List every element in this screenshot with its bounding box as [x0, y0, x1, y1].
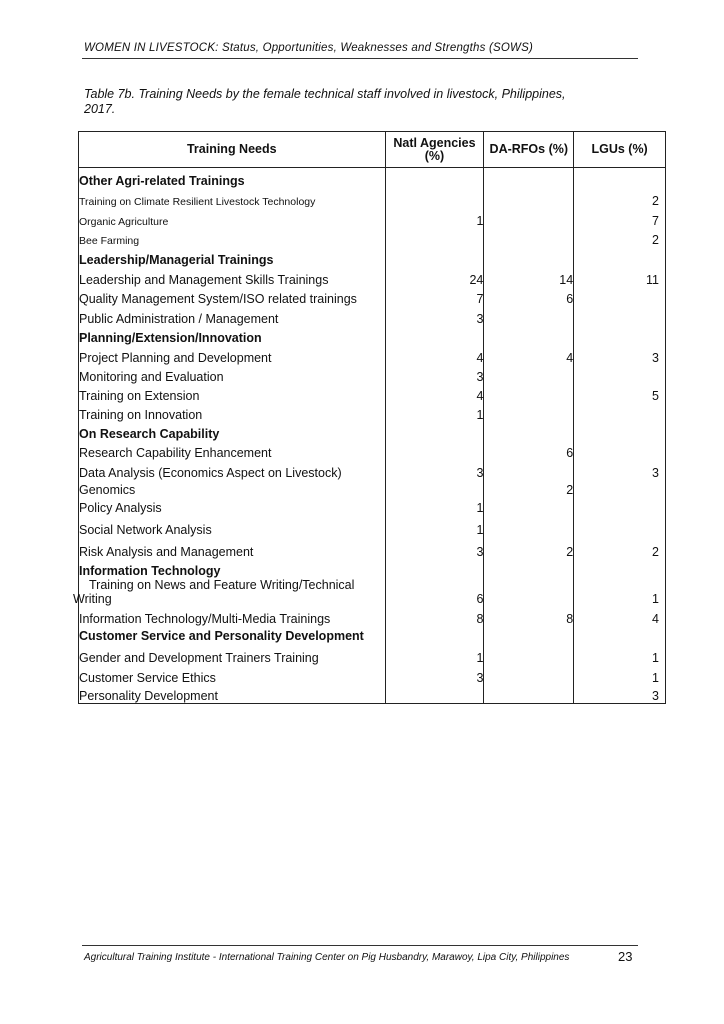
natl-agencies-value: 7	[385, 287, 484, 306]
training-needs-table	[73, 131, 666, 704]
lgus-value: 1	[574, 559, 666, 606]
natl-agencies-value: 24	[385, 267, 484, 287]
item-label: Social Network Analysis	[79, 515, 386, 537]
da-rfos-value	[484, 643, 574, 665]
table-row	[79, 497, 666, 515]
item-label: Monitoring and Evaluation	[79, 365, 386, 384]
da-rfos-value	[484, 403, 574, 422]
table-row	[79, 643, 666, 665]
item-label: Quality Management System/ISO related trainings	[79, 287, 386, 306]
lgus-value	[574, 306, 666, 326]
lgus-value: 7	[574, 208, 666, 228]
item-label: Organic Agriculture	[79, 208, 386, 228]
table-row	[79, 460, 666, 480]
da-rfos-value: 2	[484, 537, 574, 559]
footer-rule	[82, 945, 638, 946]
natl-agencies-value: 1	[385, 403, 484, 422]
lgus-value: 4	[574, 606, 666, 626]
item-label: Project Planning and Development	[79, 345, 386, 365]
column-header-da-rfos: DA-RFOs (%)	[484, 132, 574, 168]
running-footer: Agricultural Training Institute - International Training Center on Pig Husbandry, Marawoy, Lipa City, Philippines	[84, 952, 570, 963]
da-rfos-value	[484, 685, 574, 704]
lgus-value	[574, 441, 666, 460]
lgus-value	[574, 247, 666, 267]
lgus-value	[574, 365, 666, 384]
table-row	[79, 606, 666, 626]
item-label: Customer Service Ethics	[79, 665, 386, 685]
da-rfos-value	[484, 665, 574, 685]
table-row	[79, 326, 666, 345]
da-rfos-value	[484, 460, 574, 480]
item-label: Personality Development	[79, 685, 386, 704]
da-rfos-value	[484, 422, 574, 441]
item-label: Research Capability Enhancement	[79, 441, 386, 460]
category-label	[73, 559, 386, 606]
table-caption: Table 7b. Training Needs by the female technical staff involved in livestock, Philippines, 2017.	[84, 87, 566, 116]
natl-agencies-value: 1	[385, 208, 484, 228]
item-label: Training on Innovation	[79, 403, 386, 422]
item-label: Risk Analysis and Management	[79, 537, 386, 559]
lgus-value: 2	[574, 188, 666, 208]
item-label: Training on Climate Resilient Livestock Technology	[79, 188, 386, 208]
category-label: Customer Service and Personality Development	[79, 626, 386, 643]
column-header-natl-agencies: Natl Agencies (%)	[385, 132, 484, 168]
lgus-value: 1	[574, 665, 666, 685]
table-row	[79, 267, 666, 287]
natl-agencies-value	[385, 188, 484, 208]
da-rfos-value	[484, 168, 574, 188]
lgus-value: 3	[574, 460, 666, 480]
category-label-text: Information Technology	[79, 563, 221, 578]
item-label: Bee Farming	[79, 228, 386, 247]
lgus-value	[574, 422, 666, 441]
da-rfos-value	[484, 626, 574, 643]
table-row	[79, 537, 666, 559]
category-label: Other Agri-related Trainings	[79, 168, 386, 188]
lgus-value	[574, 515, 666, 537]
table-row	[79, 188, 666, 208]
natl-agencies-value	[385, 685, 484, 704]
table-row	[79, 208, 666, 228]
item-label: Data Analysis (Economics Aspect on Livestock)	[79, 460, 386, 480]
lgus-value: 2	[574, 228, 666, 247]
lgus-value	[574, 497, 666, 515]
category-label: On Research Capability	[79, 422, 386, 441]
lgus-value: 3	[574, 345, 666, 365]
item-label: Information Technology/Multi-Media Trainings	[79, 606, 386, 626]
lgus-value: 3	[574, 685, 666, 704]
table-row	[79, 384, 666, 403]
natl-agencies-value: 3	[385, 665, 484, 685]
natl-agencies-value: 6	[385, 559, 484, 606]
table-row	[79, 441, 666, 460]
natl-agencies-value: 3	[385, 306, 484, 326]
lgus-value	[574, 326, 666, 345]
table-header-row	[79, 132, 666, 168]
category-label: Planning/Extension/Innovation	[79, 326, 386, 345]
da-rfos-value: 2	[484, 480, 574, 497]
table-row	[79, 345, 666, 365]
da-rfos-value: 8	[484, 606, 574, 626]
item-label-continued: Writing	[73, 591, 112, 606]
table-row	[79, 480, 666, 497]
da-rfos-value	[484, 247, 574, 267]
category-label: Leadership/Managerial Trainings	[79, 247, 386, 267]
header-rule	[82, 58, 638, 59]
natl-agencies-value	[385, 228, 484, 247]
table-row	[79, 422, 666, 441]
lgus-value	[574, 287, 666, 306]
da-rfos-value	[484, 228, 574, 247]
natl-agencies-value: 1	[385, 497, 484, 515]
natl-agencies-value: 3	[385, 460, 484, 480]
lgus-value: 2	[574, 537, 666, 559]
da-rfos-value	[484, 306, 574, 326]
table-row	[79, 365, 666, 384]
table-row	[79, 287, 666, 306]
natl-agencies-value	[385, 247, 484, 267]
da-rfos-value	[484, 326, 574, 345]
page-number: 23	[618, 949, 633, 964]
natl-agencies-value	[385, 422, 484, 441]
table-row	[79, 403, 666, 422]
da-rfos-value: 6	[484, 287, 574, 306]
lgus-value	[574, 168, 666, 188]
table-row	[79, 665, 666, 685]
natl-agencies-value: 8	[385, 606, 484, 626]
natl-agencies-value: 3	[385, 365, 484, 384]
column-header-training-needs: Training Needs	[79, 132, 386, 168]
da-rfos-value: 4	[484, 345, 574, 365]
table-body	[73, 168, 666, 704]
natl-agencies-value: 4	[385, 345, 484, 365]
da-rfos-value	[484, 365, 574, 384]
table-row	[79, 559, 666, 606]
lgus-value: 5	[574, 384, 666, 403]
lgus-value: 11	[574, 267, 666, 287]
table-row	[79, 247, 666, 267]
natl-agencies-value	[385, 626, 484, 643]
natl-agencies-value: 1	[385, 643, 484, 665]
running-header: WOMEN IN LIVESTOCK: Status, Opportunities, Weaknesses and Strengths (SOWS)	[84, 42, 533, 54]
item-label: Leadership and Management Skills Trainings	[79, 267, 386, 287]
item-label: Genomics	[79, 480, 386, 497]
da-rfos-value	[484, 208, 574, 228]
table-row	[79, 168, 666, 188]
da-rfos-value: 14	[484, 267, 574, 287]
da-rfos-value	[484, 515, 574, 537]
lgus-value	[574, 480, 666, 497]
natl-agencies-value	[385, 441, 484, 460]
column-header-lgus: LGUs (%)	[574, 132, 666, 168]
da-rfos-value	[484, 497, 574, 515]
natl-agencies-value: 3	[385, 537, 484, 559]
lgus-value: 1	[574, 643, 666, 665]
natl-agencies-value: 1	[385, 515, 484, 537]
item-label: Gender and Development Trainers Training	[79, 643, 386, 665]
table-row	[79, 685, 666, 704]
table-row	[79, 626, 666, 643]
da-rfos-value	[484, 559, 574, 606]
table-row	[79, 515, 666, 537]
item-label: Policy Analysis	[79, 497, 386, 515]
da-rfos-value	[484, 188, 574, 208]
natl-agencies-value	[385, 168, 484, 188]
natl-agencies-value	[385, 326, 484, 345]
natl-agencies-value: 4	[385, 384, 484, 403]
item-label: Training on News and Feature Writing/Technical	[89, 577, 355, 592]
da-rfos-value: 6	[484, 441, 574, 460]
item-label: Training on Extension	[79, 384, 386, 403]
table-row	[79, 306, 666, 326]
da-rfos-value	[484, 384, 574, 403]
natl-agencies-value	[385, 480, 484, 497]
lgus-value	[574, 626, 666, 643]
lgus-value	[574, 403, 666, 422]
item-label: Public Administration / Management	[79, 306, 386, 326]
table-row	[79, 228, 666, 247]
